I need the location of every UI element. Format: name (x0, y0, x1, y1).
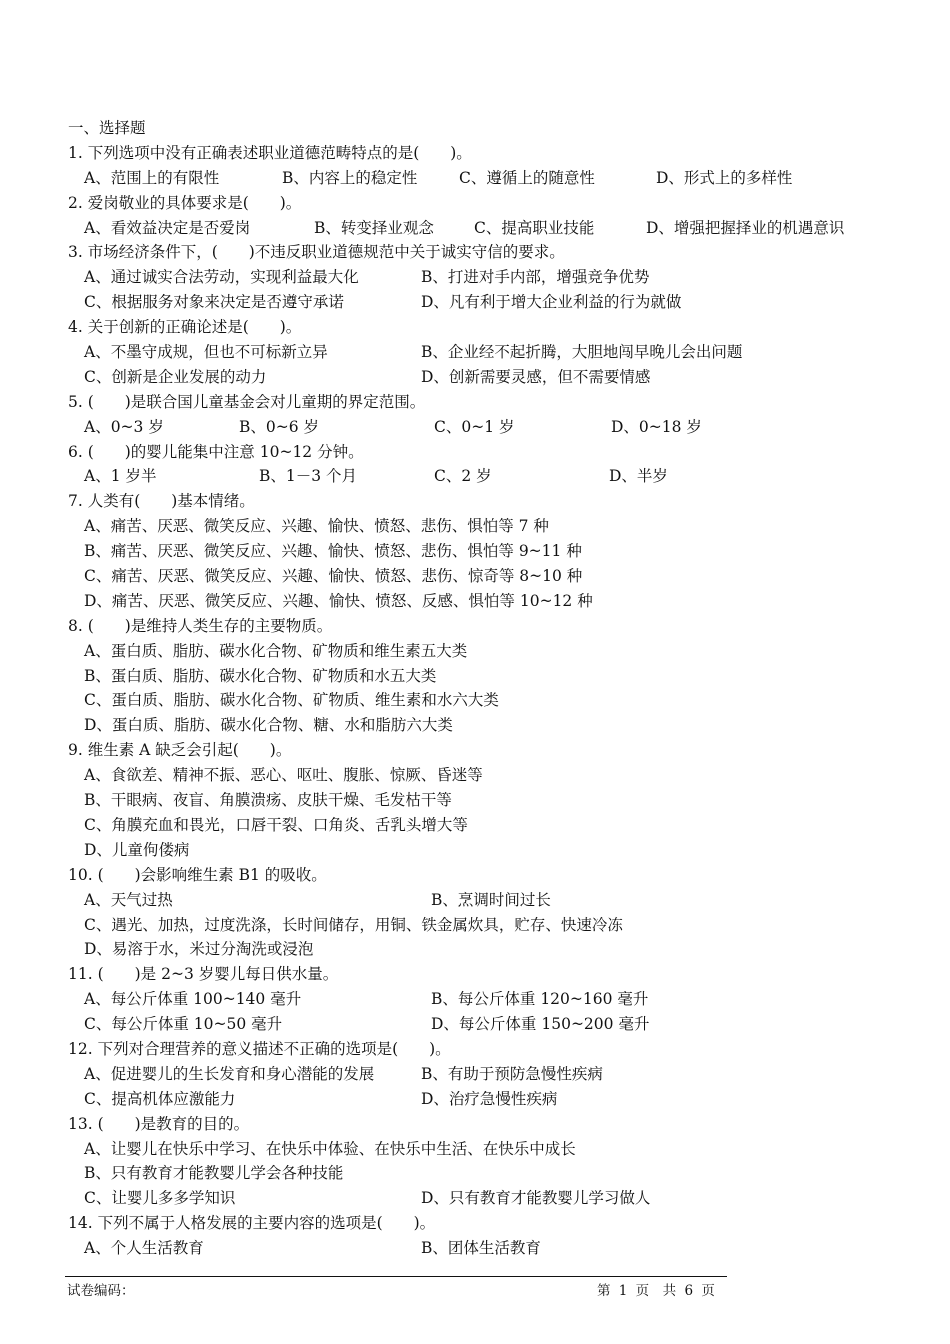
option-row (68, 937, 888, 962)
option-row (68, 1186, 888, 1211)
option-row (68, 1236, 888, 1261)
section-title: 一、选择题 (68, 119, 146, 137)
answer-option: A、让婴儿在快乐中学习、在快乐中体验、在快乐中生活、在快乐中成长 (84, 1139, 576, 1158)
option-row (68, 1137, 888, 1162)
footer-divider (65, 1276, 727, 1277)
answer-option: C、痛苦、厌恶、微笑反应、兴趣、愉快、愤怒、悲伤、惊奇等 8~10 种 (84, 567, 583, 586)
option-row (68, 365, 888, 390)
answer-option: D、半岁 (609, 467, 668, 486)
answer-option: D、易溶于水，米过分淘洗或浸泡 (84, 940, 314, 959)
option-row (68, 514, 888, 539)
answer-option: B、只有教育才能教婴儿学会各种技能 (84, 1164, 344, 1183)
option-row (68, 713, 888, 738)
answer-option: A、促进婴儿的生长发育和身心潜能的发展 (84, 1064, 375, 1083)
answer-option: D、治疗急慢性疾病 (421, 1089, 558, 1108)
answer-option: B、0~6 岁 (239, 417, 320, 436)
option-row (68, 589, 888, 614)
answer-option: B、烹调时间过长 (431, 890, 551, 909)
answer-option: D、蛋白质、脂肪、碳水化合物、糖、水和脂肪六大类 (84, 716, 453, 735)
option-row (68, 290, 888, 315)
answer-option: B、团体生活教育 (421, 1239, 541, 1258)
option-row (68, 1062, 888, 1087)
question-stem: 10. ( )会影响维生素 B1 的吸收。 (68, 865, 327, 884)
question-stem: 14. 下列不属于人格发展的主要内容的选项是( )。 (68, 1214, 436, 1233)
option-row (68, 265, 888, 290)
answer-option: A、每公斤体重 100~140 毫升 (84, 990, 302, 1009)
option-row (68, 564, 888, 589)
answer-option: B、转变择业观念 (314, 218, 434, 237)
question-list (68, 116, 888, 1261)
answer-option: C、根据服务对象来决定是否遵守承诺 (84, 293, 344, 312)
answer-option: C、让婴儿多多学知识 (84, 1189, 236, 1208)
answer-option: C、提高职业技能 (474, 218, 595, 237)
option-row (68, 888, 888, 913)
answer-option: A、1 岁半 (84, 467, 157, 486)
option-row (68, 1087, 888, 1112)
answer-option: A、食欲差、精神不振、恶心、呕吐、腹胀、惊厥、昏迷等 (84, 766, 483, 785)
answer-option: C、2 岁 (434, 467, 492, 486)
question-stem: 7. 人类有( )基本情绪。 (68, 492, 255, 511)
answer-option: C、提高机体应激能力 (84, 1089, 236, 1108)
answer-option: A、蛋白质、脂肪、碳水化合物、矿物质和维生素五大类 (84, 641, 468, 660)
answer-option: C、遇光、加热，过度洗涤，长时间储存，用铜、铁金属炊具，贮存、快速冷冻 (84, 915, 623, 934)
answer-option: D、形式上的多样性 (656, 168, 793, 187)
question-stem: 5. ( )是联合国儿童基金会对儿童期的界定范围。 (68, 392, 426, 411)
answer-option: D、创新需要灵感，但不需要情感 (421, 367, 651, 386)
answer-option: B、内容上的稳定性 (282, 168, 418, 187)
answer-option: B、每公斤体重 120~160 毫升 (431, 990, 649, 1009)
answer-option: B、痛苦、厌恶、微笑反应、兴趣、愉快、愤怒、悲伤、惧怕等 9~11 种 (84, 542, 582, 561)
answer-option: C、每公斤体重 10~50 毫升 (84, 1015, 283, 1034)
option-row (68, 813, 888, 838)
option-row (68, 340, 888, 365)
option-row (68, 1161, 888, 1186)
answer-option: B、蛋白质、脂肪、碳水化合物、矿物质和水五大类 (84, 666, 437, 685)
option-row (68, 913, 888, 938)
question-stem: 12. 下列对合理营养的意义描述不正确的选项是( )。 (68, 1039, 451, 1058)
option-row (68, 216, 888, 241)
question-stem: 3. 市场经济条件下，( )不违反职业道德规范中关于诚实守信的要求。 (68, 243, 565, 262)
option-row (68, 664, 888, 689)
questions-container (68, 141, 888, 1261)
answer-option: C、角膜充血和畏光，口唇干裂、口角炎、舌乳头增大等 (84, 815, 468, 834)
answer-option: C、遵循上的随意性 (459, 168, 595, 187)
option-row (68, 688, 888, 713)
answer-option: C、创新是企业发展的动力 (84, 367, 267, 386)
answer-option: A、范围上的有限性 (84, 168, 220, 187)
answer-option: D、每公斤体重 150~200 毫升 (431, 1015, 650, 1034)
answer-option: D、儿童佝偻病 (84, 840, 190, 859)
answer-option: B、干眼病、夜盲、角膜溃疡、皮肤干燥、毛发枯干等 (84, 791, 452, 810)
answer-option: D、0~18 岁 (611, 417, 702, 436)
answer-option: D、增强把握择业的机遇意识 (646, 218, 845, 237)
question-stem: 9. 维生素 A 缺乏会引起( )。 (68, 741, 292, 760)
option-row (68, 838, 888, 863)
answer-option: A、个人生活教育 (84, 1239, 204, 1258)
answer-option: B、打进对手内部，增强竞争优势 (421, 268, 650, 287)
answer-option: B、有助于预防急慢性疾病 (421, 1064, 603, 1083)
answer-option: D、只有教育才能教婴儿学习做人 (421, 1189, 651, 1208)
answer-option: A、看效益决定是否爱岗 (84, 218, 251, 237)
question-stem: 11. ( )是 2~3 岁婴儿每日供水量。 (68, 965, 339, 984)
answer-option: A、痛苦、厌恶、微笑反应、兴趣、愉快、愤怒、悲伤、惧怕等 7 种 (84, 517, 549, 536)
answer-option: A、通过诚实合法劳动，实现利益最大化 (84, 268, 359, 287)
question-stem: 6. ( )的婴儿能集中注意 10~12 分钟。 (68, 442, 364, 461)
question-stem: 2. 爱岗敬业的具体要求是( )。 (68, 193, 302, 212)
answer-option: B、企业经不起折腾，大胆地闯早晚儿会出问题 (421, 343, 743, 362)
answer-option: C、蛋白质、脂肪、碳水化合物、矿物质、维生素和水六大类 (84, 691, 499, 710)
exam-code-label: 试卷编码： (67, 1283, 135, 1299)
answer-option: A、不墨守成规，但也不可标新立异 (84, 343, 328, 362)
question-stem: 8. ( )是维持人类生存的主要物质。 (68, 616, 333, 635)
option-row (68, 464, 888, 489)
answer-option: A、天气过热 (84, 890, 173, 909)
question-stem: 4. 关于创新的正确论述是( )。 (68, 318, 302, 337)
option-row (68, 166, 888, 191)
option-row (68, 788, 888, 813)
page-number: 第 1 页 共 6 页 (597, 1283, 715, 1299)
option-row (68, 987, 888, 1012)
answer-option: A、0~3 岁 (84, 417, 164, 436)
answer-option: D、痛苦、厌恶、微笑反应、兴趣、愉快、愤怒、反感、惧怕等 10~12 种 (84, 591, 593, 610)
answer-option: B、1－3 个月 (259, 467, 358, 486)
question-stem: 13. ( )是教育的目的。 (68, 1114, 250, 1133)
option-row (68, 763, 888, 788)
option-row (68, 639, 888, 664)
option-row (68, 1012, 888, 1037)
question-stem: 1. 下列选项中没有正确表述职业道德范畴特点的是( )。 (68, 143, 472, 162)
answer-option: C、0~1 岁 (434, 417, 515, 436)
option-row (68, 415, 888, 440)
answer-option: D、凡有利于增大企业利益的行为就做 (421, 293, 682, 312)
option-row (68, 539, 888, 564)
